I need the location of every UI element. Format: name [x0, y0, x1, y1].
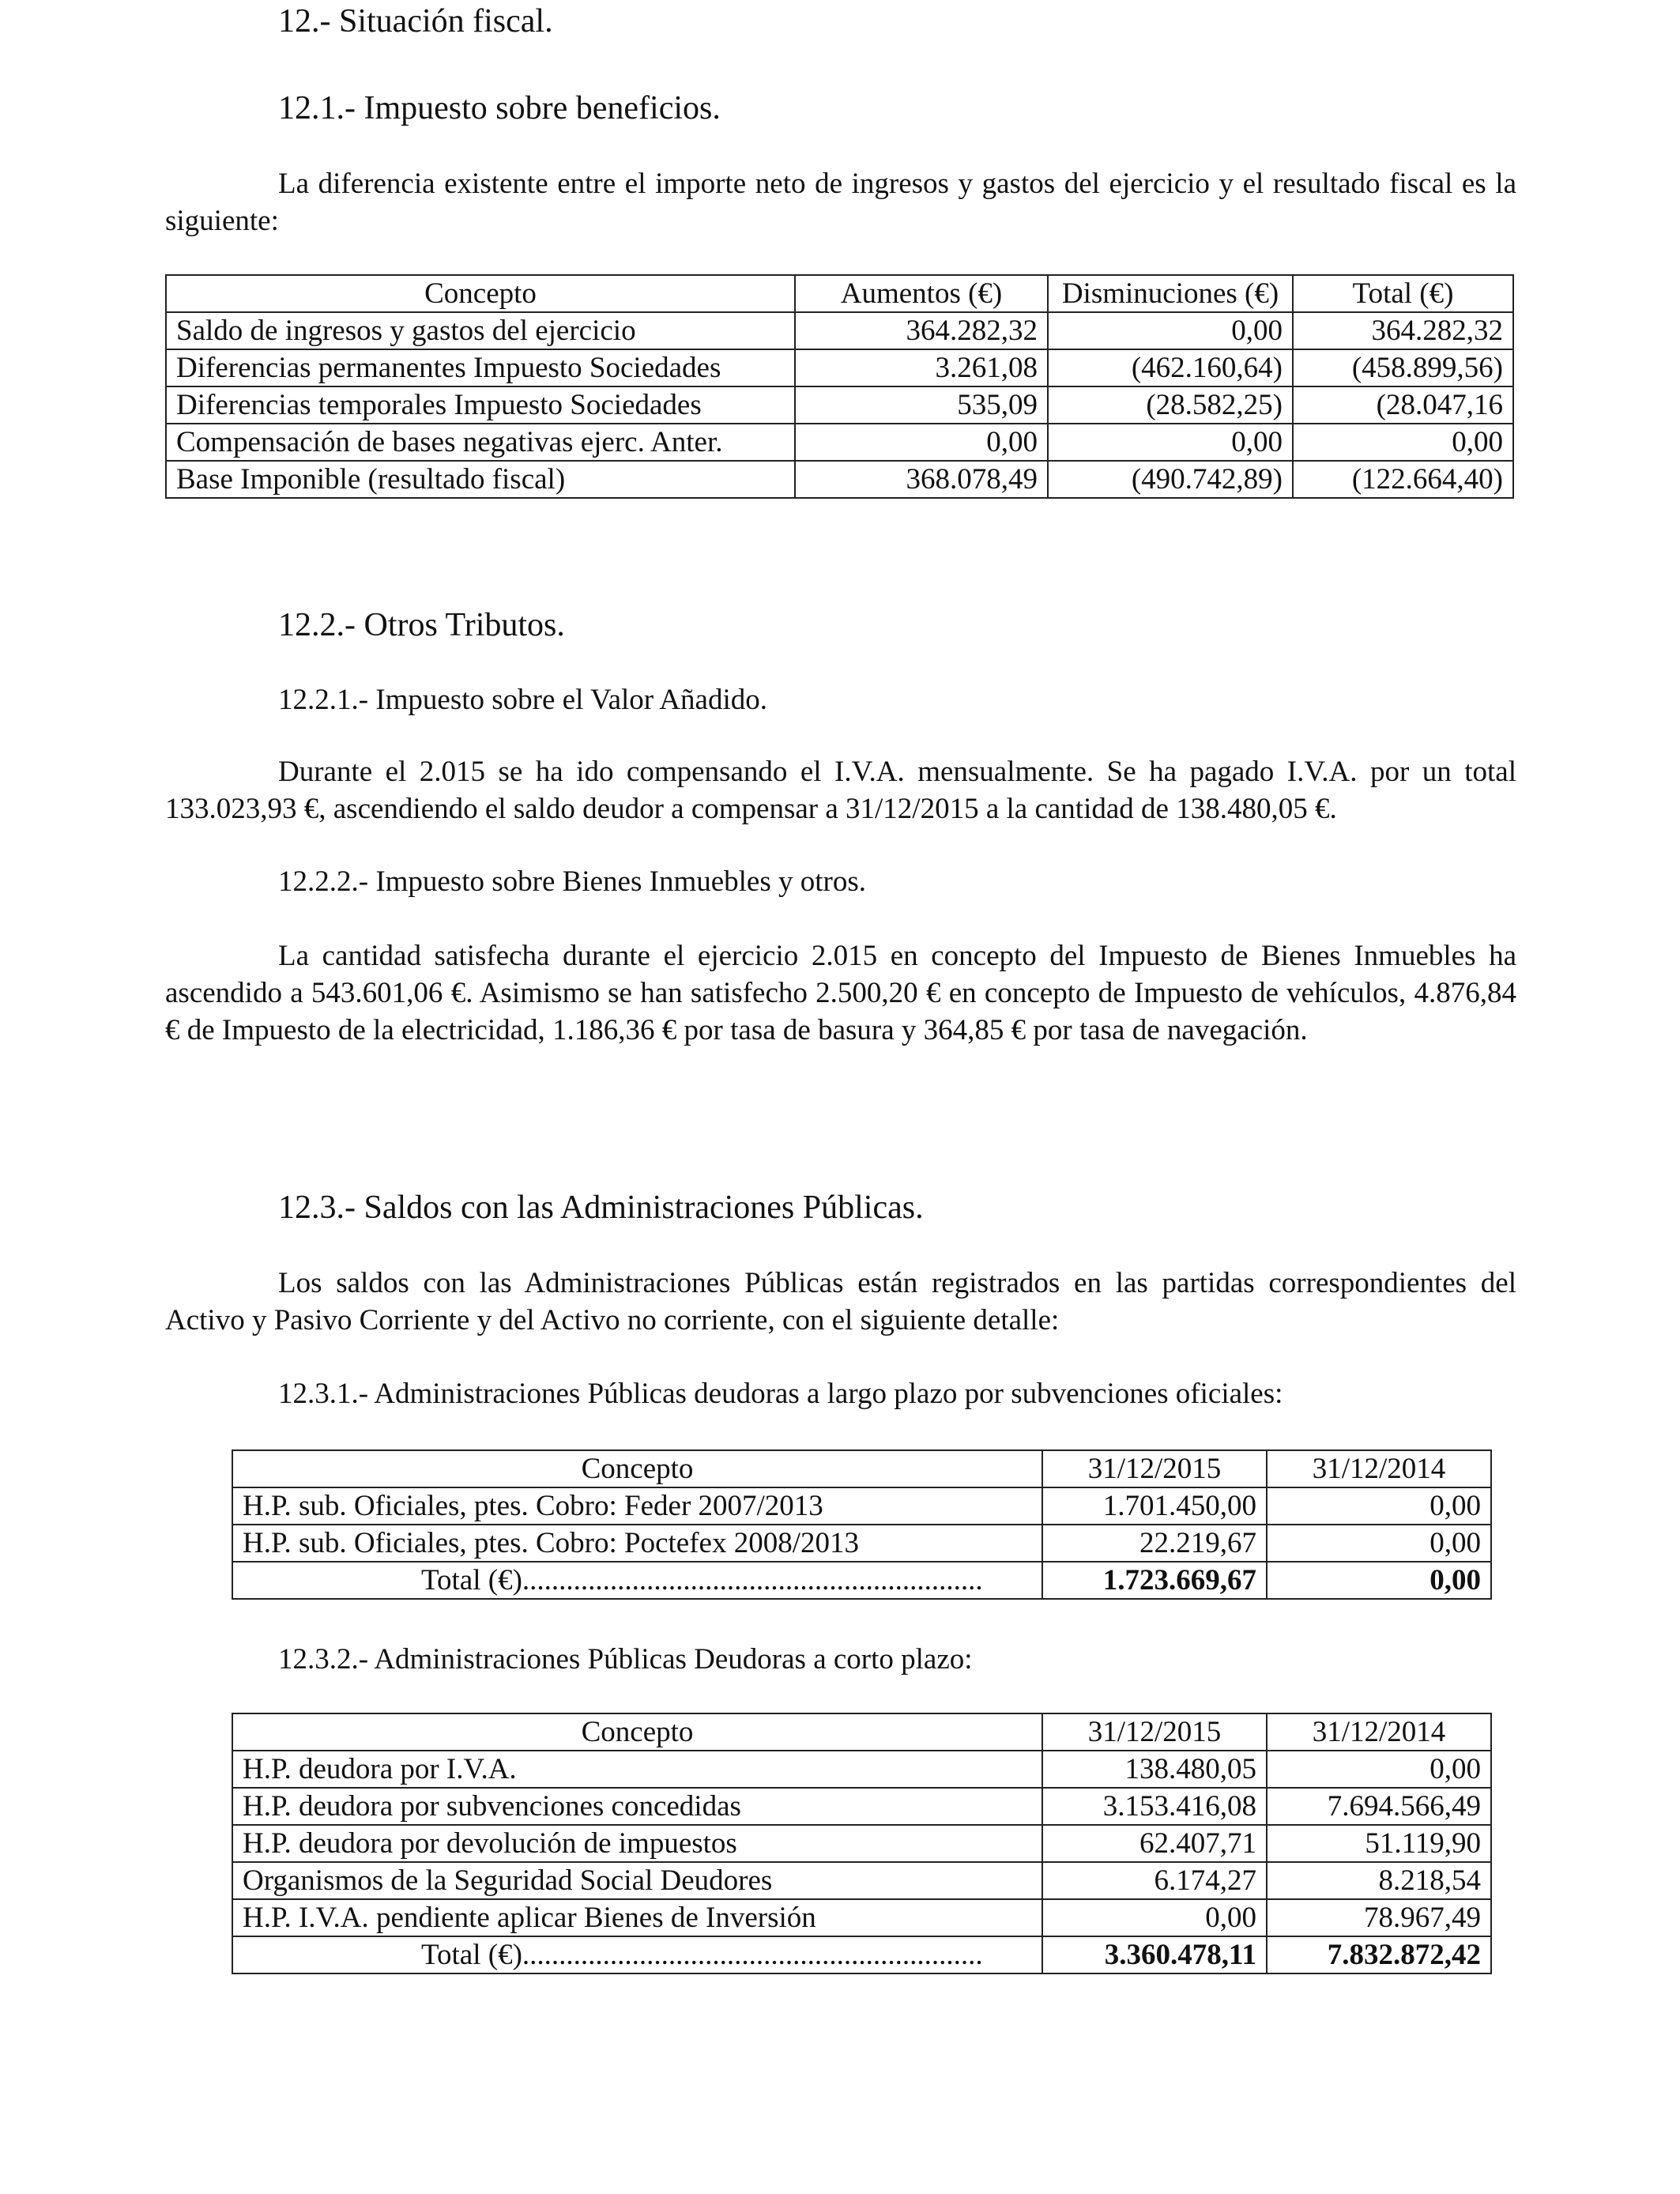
table-cell: H.P. deudora por devolución de impuestos: [232, 1825, 1042, 1862]
table-total-row: [232, 1562, 1491, 1599]
table-cell: H.P. deudora por I.V.A.: [232, 1751, 1042, 1788]
table-cell: Base Imponible (resultado fiscal): [166, 461, 795, 498]
section-12-2-1-text: [165, 753, 1516, 827]
table-cell: 22.219,67: [1042, 1525, 1267, 1562]
table-cell: (122.664,40): [1293, 461, 1513, 498]
table-cell: 6.174,27: [1042, 1862, 1267, 1899]
table-cell: Saldo de ingresos y gastos del ejercicio: [166, 312, 795, 349]
table-row: [232, 1825, 1491, 1862]
total-value: 0,00: [1267, 1562, 1491, 1599]
table-cell: (490.742,89): [1048, 461, 1293, 498]
section-12-3-text: [165, 1265, 1516, 1339]
section-12-1-intro: [165, 165, 1516, 239]
paragraph-text: Los saldos con las Administraciones Públicas están registrados en las partidas correspondientes del Activo y Pasivo Corriente y del Activo no corriente, con el siguiente detalle:: [165, 1267, 1516, 1336]
tax-reconciliation-table: [165, 274, 1514, 499]
table-cell: 78.967,49: [1267, 1899, 1491, 1936]
total-label: Total (€)...............................................................: [232, 1936, 1042, 1973]
table-cell: 138.480,05: [1042, 1751, 1267, 1788]
header-cell: Aumentos (€): [795, 275, 1048, 312]
table-cell: 1.701.450,00: [1042, 1487, 1267, 1525]
table-cell: 3.261,08: [795, 349, 1048, 386]
header-cell: Concepto: [232, 1713, 1042, 1751]
table-cell: 0,00: [1267, 1751, 1491, 1788]
table-cell: 8.218,54: [1267, 1862, 1491, 1899]
section-12-2-2-text: [165, 937, 1516, 1049]
paragraph-text: La cantidad satisfecha durante el ejercicio 2.015 en concepto del Impuesto de Bienes Inmuebles ha ascendido a 543.601,06 €. Asimismo se han satisfecho 2.500,20 € en concepto de Impuesto de vehículos, 4.876,84 € de Impuesto de la electricidad, 1.186,36 € por tasa de basura y 364,85 € por tasa de navegación.: [165, 940, 1516, 1046]
table-cell: H.P. sub. Oficiales, ptes. Cobro: Feder 2007/2013: [232, 1487, 1042, 1525]
table-cell: H.P. I.V.A. pendiente aplicar Bienes de Inversión: [232, 1899, 1042, 1936]
table-cell: 0,00: [1293, 424, 1513, 461]
table-row: [166, 461, 1513, 498]
table-cell: 0,00: [1267, 1487, 1491, 1525]
section-12-2-1-title: 12.2.1.- Impuesto sobre el Valor Añadido.: [278, 684, 767, 716]
paragraph-text: La diferencia existente entre el importe neto de ingresos y gastos del ejercicio y el resultado fiscal es la siguiente:: [165, 168, 1516, 237]
table-cell: H.P. sub. Oficiales, ptes. Cobro: Poctefex 2008/2013: [232, 1525, 1042, 1562]
total-label: Total (€)...............................................................: [232, 1562, 1042, 1599]
table-cell: Diferencias temporales Impuesto Sociedades: [166, 386, 795, 424]
table-cell: 51.119,90: [1267, 1825, 1491, 1862]
table-cell: 0,00: [795, 424, 1048, 461]
table-cell: (462.160,64): [1048, 349, 1293, 386]
section-12-3-1-title: 12.3.1.- Administraciones Públicas deudoras a largo plazo por subvenciones oficiales:: [278, 1378, 1283, 1410]
table-row: [232, 1862, 1491, 1899]
table-cell: (458.899,56): [1293, 349, 1513, 386]
table-total-row: [232, 1936, 1491, 1973]
table-cell: (28.047,16: [1293, 386, 1513, 424]
section-12-3-title: 12.3.- Saldos con las Administraciones Públicas.: [278, 1189, 924, 1226]
table-cell: Organismos de la Seguridad Social Deudores: [232, 1862, 1042, 1899]
table-cell: 364.282,32: [795, 312, 1048, 349]
section-12-3-2-title: 12.3.2.- Administraciones Públicas Deudoras a corto plazo:: [278, 1643, 973, 1676]
table-row: [166, 349, 1513, 386]
table-row: [166, 312, 1513, 349]
header-cell: Concepto: [166, 275, 795, 312]
header-cell: Disminuciones (€): [1048, 275, 1293, 312]
table-cell: 0,00: [1048, 424, 1293, 461]
table-header-row: [232, 1450, 1491, 1487]
table-row: [232, 1487, 1491, 1525]
table-cell: 535,09: [795, 386, 1048, 424]
table-cell: 7.694.566,49: [1267, 1788, 1491, 1825]
table-cell: 0,00: [1267, 1525, 1491, 1562]
table-cell: 3.153.416,08: [1042, 1788, 1267, 1825]
table-row: [232, 1788, 1491, 1825]
table-row: [166, 424, 1513, 461]
table-cell: Compensación de bases negativas ejerc. Anter.: [166, 424, 795, 461]
table-cell: 364.282,32: [1293, 312, 1513, 349]
header-cell: 31/12/2014: [1267, 1713, 1491, 1751]
section-12-1-title: 12.1.- Impuesto sobre beneficios.: [278, 90, 721, 126]
table-cell: 62.407,71: [1042, 1825, 1267, 1862]
table-cell: 0,00: [1048, 312, 1293, 349]
total-value: 1.723.669,67: [1042, 1562, 1267, 1599]
total-value: 7.832.872,42: [1267, 1936, 1491, 1973]
header-cell: Total (€): [1293, 275, 1513, 312]
table-cell: 0,00: [1042, 1899, 1267, 1936]
long-term-receivables-table: [232, 1449, 1492, 1600]
section-12-2-title: 12.2.- Otros Tributos.: [278, 607, 565, 643]
table-header-row: [232, 1713, 1491, 1751]
table-cell: (28.582,25): [1048, 386, 1293, 424]
header-cell: 31/12/2015: [1042, 1713, 1267, 1751]
total-value: 3.360.478,11: [1042, 1936, 1267, 1973]
table-row: [232, 1899, 1491, 1936]
table-row: [232, 1751, 1491, 1788]
header-cell: Concepto: [232, 1450, 1042, 1487]
table-cell: H.P. deudora por subvenciones concedidas: [232, 1788, 1042, 1825]
table-row: [232, 1525, 1491, 1562]
table-cell: Diferencias permanentes Impuesto Sociedades: [166, 349, 795, 386]
section-12-2-2-title: 12.2.2.- Impuesto sobre Bienes Inmuebles y otros.: [278, 865, 866, 898]
section-12-title: 12.- Situación fiscal.: [278, 3, 553, 40]
header-cell: 31/12/2014: [1267, 1450, 1491, 1487]
paragraph-text: Durante el 2.015 se ha ido compensando el I.V.A. mensualmente. Se ha pagado I.V.A. por un total 133.023,93 €, ascendiendo el saldo deudor a compensar a 31/12/2015 a la cantidad de 138.480,05 €.: [165, 756, 1516, 825]
table-header-row: [166, 275, 1513, 312]
table-row: [166, 386, 1513, 424]
header-cell: 31/12/2015: [1042, 1450, 1267, 1487]
short-term-receivables-table: [232, 1713, 1492, 1974]
table-cell: 368.078,49: [795, 461, 1048, 498]
